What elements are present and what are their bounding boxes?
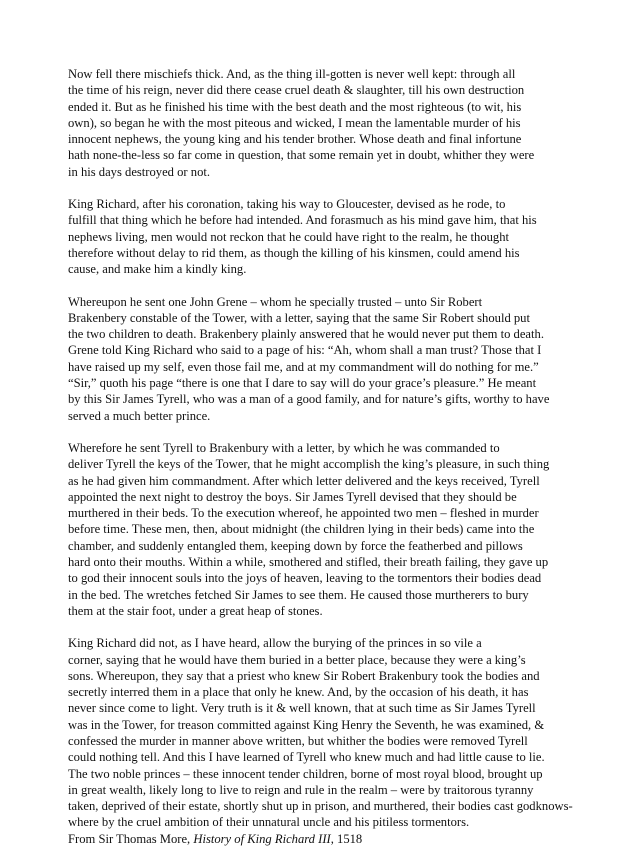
text-line: Brakenbery constable of the Tower, with a letter, saying that the same Sir Robert should put bbox=[68, 310, 530, 325]
text-line: never since come to light. Very truth is it & well known, that at such time as Sir James Tyrell bbox=[68, 701, 536, 716]
document-page bbox=[68, 66, 578, 847]
text-line: where by the cruel ambition of their unnatural uncle and his pitiless tormentors. bbox=[68, 815, 470, 830]
text-line: the time of his reign, never did there cease cruel death & slaughter, till his own destruction bbox=[68, 83, 525, 98]
source-title: History of King Richard III bbox=[193, 831, 331, 846]
text-line: as he had given him commandment. After which letter delivered and the keys received, Tyrell bbox=[68, 473, 540, 488]
text-line: confessed the murder in manner above written, but whither the bodies were removed Tyrell bbox=[68, 733, 528, 748]
text-line: innocent nephews, the young king and his tender brother. Whose death and final infortune bbox=[68, 132, 522, 147]
text-line: to god their innocent souls into the joys of heaven, leaving to the tormentors their bodies dead bbox=[68, 571, 542, 586]
text-line: in his days destroyed or not. bbox=[68, 164, 211, 179]
source-suffix: , 1518 bbox=[330, 831, 363, 846]
paragraph-4 bbox=[68, 440, 578, 619]
text-line: was in the Tower, for treason committed against King Henry the Seventh, he was examined, & bbox=[68, 717, 545, 732]
paragraph-1 bbox=[68, 66, 578, 180]
text-line: cause, and make him a kindly king. bbox=[68, 262, 247, 277]
text-line: hath none-the-less so far come in question, that some remain yet in doubt, whither they were bbox=[68, 148, 535, 163]
paragraph-3 bbox=[68, 294, 578, 424]
text-line: them at the stair foot, under a great heap of stones. bbox=[68, 603, 323, 618]
text-line: before time. These men, then, about midnight (the children lying in their beds) came into the bbox=[68, 522, 535, 537]
text-line: could nothing tell. And this I have learned of Tyrell who knew much and had little cause to lie. bbox=[68, 750, 545, 765]
text-line: have raised up my self, even those fail me, and at my commandment will do nothing for me.” bbox=[68, 359, 539, 374]
paragraph-5 bbox=[68, 635, 578, 847]
text-line: hard onto their mouths. Within a while, smothered and stifled, their breath failing, they gave up bbox=[68, 555, 549, 570]
text-line: served a much better prince. bbox=[68, 408, 211, 423]
text-line: in great wealth, likely long to live to reign and rule in the realm – were by traitorous tyranny bbox=[68, 782, 534, 797]
text-line: corner, saying that he would have them buried in a better place, because they were a king’s bbox=[68, 652, 526, 667]
source-prefix: From Sir Thomas More, bbox=[68, 831, 194, 846]
text-line: “Sir,” quoth his page “there is one that I dare to say will do your grace’s pleasure.” He meant bbox=[68, 376, 537, 391]
text-line: secretly interred them in a place that only he knew. And, by the occasion of his death, it has bbox=[68, 685, 529, 700]
text-line: Grene told King Richard who said to a page of his: “Ah, whom shall a man trust? Those that I bbox=[68, 343, 542, 358]
source-citation bbox=[68, 831, 578, 847]
text-line: King Richard did not, as I have heard, allow the burying of the princes in so vile a bbox=[68, 636, 482, 651]
text-line: sons. Whereupon, they say that a priest who knew Sir Robert Brakenbury took the bodies and bbox=[68, 668, 540, 683]
text-line: Wherefore he sent Tyrell to Brakenbury with a letter, by which he was commanded to bbox=[68, 440, 500, 455]
text-line: therefore without delay to rid them, as though the killing of his kinsmen, could amend his bbox=[68, 245, 520, 260]
text-line: nephews living, men would not reckon that he could have right to the realm, he thought bbox=[68, 229, 510, 244]
text-line: by this Sir James Tyrell, who was a man of a good family, and for nature’s gifts, worthy to have bbox=[68, 392, 550, 407]
text-line: Whereupon he sent one John Grene – whom he specially trusted – unto Sir Robert bbox=[68, 294, 483, 309]
text-line: King Richard, after his coronation, taking his way to Gloucester, devised as he rode, to bbox=[68, 197, 506, 212]
text-line: own), so began he with the most piteous and wicked, I mean the lamentable murder of his bbox=[68, 115, 521, 130]
text-line: Now fell there mischiefs thick. And, as the thing ill-gotten is never well kept: through all bbox=[68, 67, 516, 81]
text-line: chamber, and suddenly entangled them, keeping down by force the featherbed and pillows bbox=[68, 538, 523, 553]
text-line: murthered in their beds. To the execution whereof, he appointed two men – fleshed in murder bbox=[68, 506, 539, 521]
text-line: in the bed. The wretches fetched Sir James to see them. He caused those murtherers to bury bbox=[68, 587, 529, 602]
text-line: The two noble princes – these innocent tender children, borne of most royal blood, brought up bbox=[68, 766, 543, 781]
text-line: taken, deprived of their estate, shortly shut up in prison, and murthered, their bodies cast godknows- bbox=[68, 799, 573, 814]
text-line: appointed the next night to destroy the boys. Sir James Tyrell devised that they should be bbox=[68, 489, 517, 504]
paragraph-2 bbox=[68, 196, 578, 277]
text-line: ended it. But as he finished his time with the best death and the most righteous (to wit, his bbox=[68, 99, 522, 114]
text-line: fulfill that thing which he before had intended. And forasmuch as his mind gave him, that his bbox=[68, 213, 537, 228]
text-line: the two children to death. Brakenbery plainly answered that he would never put them to death. bbox=[68, 327, 544, 342]
text-line: deliver Tyrell the keys of the Tower, that he might accomplish the king’s pleasure, in such thing bbox=[68, 457, 550, 472]
